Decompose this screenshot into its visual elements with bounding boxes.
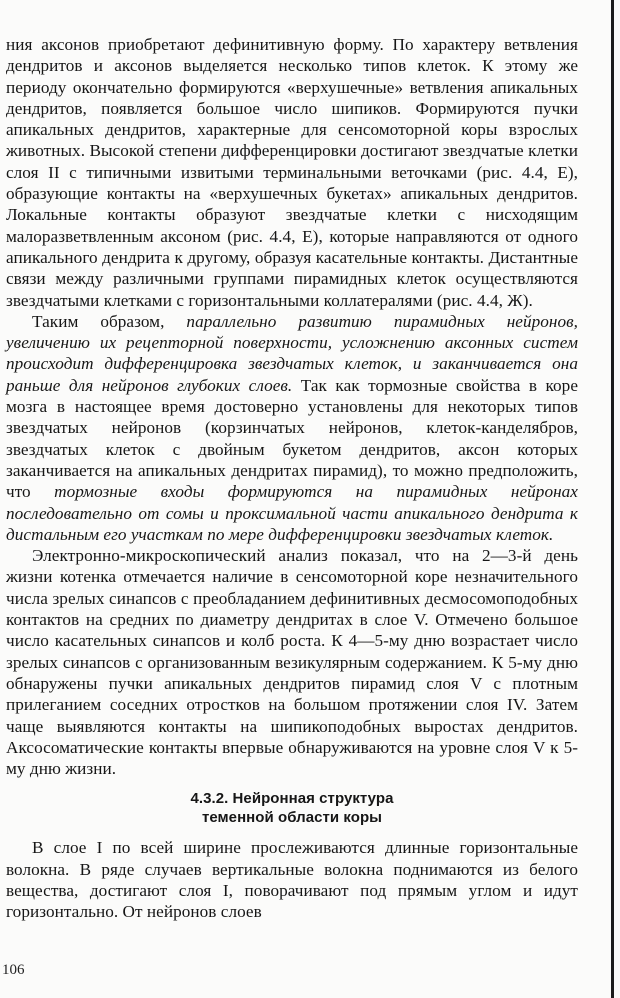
italic-text: тормозные входы формируются на пирамидных нейронах последовательно от сомы и проксимальной части апикального дендрита к дистальным его участкам по мере дифференцировки звездчатых клеток. [6,482,578,544]
page-edge-line [611,0,614,998]
text-column [6,34,578,923]
section-heading-line: теменной области коры [201,809,383,827]
paragraph: ния аксонов приобретают дефинитивную форму. По характеру ветвления дендритов и аксонов выделяется несколько типов клеток. К этому же периоду окончательно формируются «верхушечные» ветвления апикальных дендритов, появляется большое число шипиков. Формируются пучки апикальных дендритов, характерные для сенсомоторной коры взрослых животных. Высокой степени дифференцировки достигают звездчатые клетки слоя II с типичными извитыми терминальными веточками (рис. 4.4, Е), образующие контакты на «верхушечных букетах» апикальных дендритов. Локальные контакты образуют звездчатые клетки с нисходящим малоразветвленным аксоном (рис. 4.4, Е), которые направляются от одного апикального дендрита к другому, образуя касательные контакты. Дистантные связи между различными группами пирамидных клеток осуществляются звездчатыми клетками с горизонтальными коллатералями (рис. 4.4, Ж). [6,35,578,310]
italic-text: параллельно развитию пирамидных нейронов, увеличению их рецепторной поверхности, усложнению аксонных систем происходит дифференцировка звездчатых клеток, и заканчивается она раньше для нейронов глубоких слоев. [6,311,578,395]
paragraph-text: Таким образом, [32,311,187,331]
paragraph: Электронно-микроскопический анализ показал, что на 2—3-й день жизни котенка отмечается наличие в сенсомоторной коре незначительного числа зрелых синапсов с преобладанием дефинитивных десмосомоподобных контактов на средних по диаметру дендритах в слое V. Отмечено большое число касательных синапсов и колб роста. К 4—5-му дню возрастает число зрелых синапсов с организованным везикулярным содержанием. К 5-му дню обнаружены пучки апикальных дендритов пирамид слоя V с плотным прилеганием соседних отростков на большом протяжении слоя IV. Затем чаще выявляются контакты на шипикоподобных выростах дендритов. Аксосоматические контакты впервые обнаруживаются на уровне слоя V к 5-му дню жизни. [6,546,578,779]
paragraph-text: Так как тормозные свойства в коре мозга в настоящее время достоверно установлены для некоторых типов звездчатых нейронов (корзинчатых нейронов, клеток-канделябров, звездчатых клеток с двойным букетом дендритов, аксон которых заканчивается на апикальных дендритах пирамид), то можно предположить, что [6,375,578,502]
section-heading [6,789,578,827]
paragraph: В слое I по всей ширине прослеживаются длинные горизонтальные волокна. В ряде случаев вертикальные волокна поднимаются из белого вещества, достигают слоя I, поворачивают под прямым углом и идут горизонтально. От нейронов слоев [6,838,578,922]
paragraph [6,311,578,545]
section-heading-line: 4.3.2. Нейронная структура [190,790,394,808]
page-number: 106 [2,962,25,978]
